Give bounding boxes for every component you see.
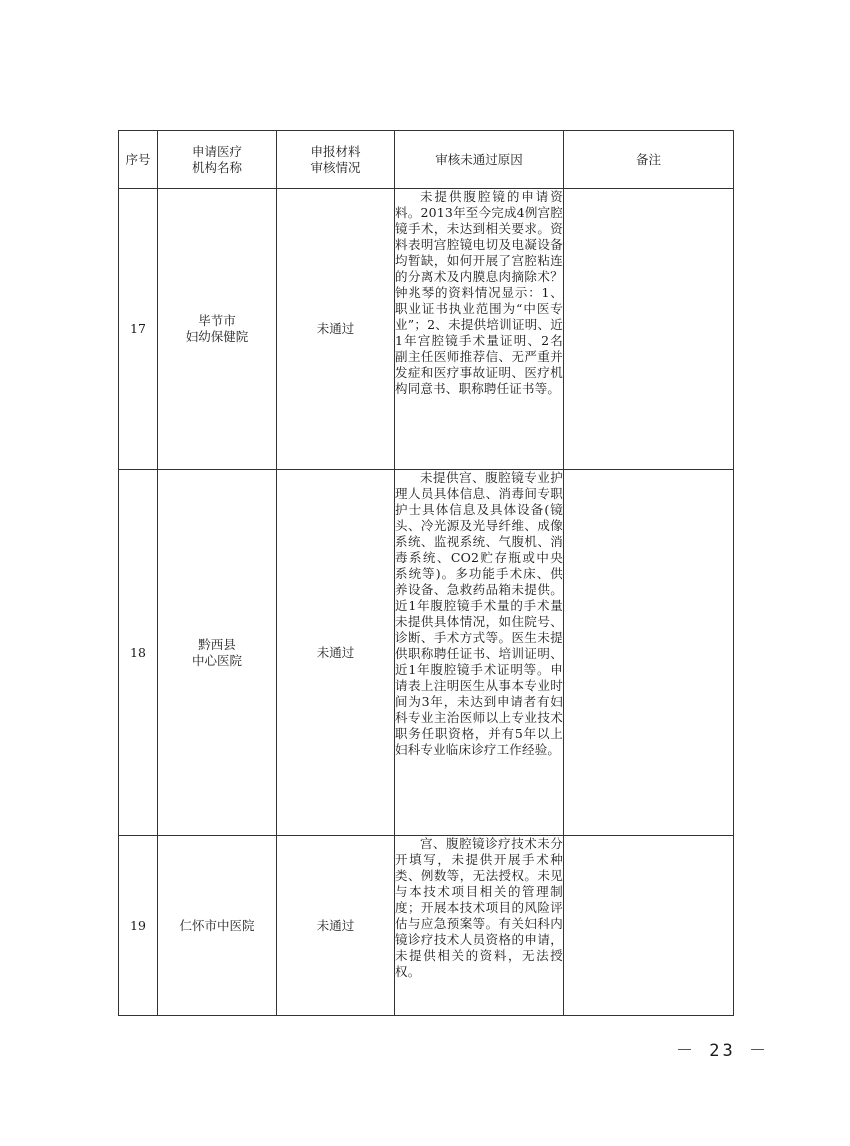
- row-org-line2: 中心医院: [191, 652, 242, 668]
- row-org: [158, 189, 277, 470]
- header-row: [119, 131, 734, 189]
- header-org: [158, 131, 277, 189]
- header-status: [277, 131, 395, 189]
- row-org: [158, 470, 277, 836]
- row-org-line1: 毕节市: [198, 313, 236, 328]
- row-seq: 19: [119, 836, 158, 1016]
- row-status: 未通过: [277, 189, 395, 470]
- header-status-line2: 审核情况: [310, 159, 361, 175]
- table-row: [119, 470, 734, 836]
- row-org: [158, 836, 277, 1016]
- header-seq: 序号: [119, 131, 158, 189]
- header-reason: 审核未通过原因: [395, 131, 564, 189]
- header-remark: 备注: [564, 131, 734, 189]
- row-org-line1: 仁怀市中医院: [179, 917, 255, 933]
- header-org-line1: 申请医疗: [191, 143, 242, 159]
- row-reason: 未提供宫、腹腔镜专业护理人员具体信息、消毒间专职护士具体信息及具体设备(镜头、冷光源及光导纤维、成像系统、监视系统、气腹机、消毒系统、CO2贮存瓶或中央系统等)。多功能手术床、供养设备、急救药品箱未提供。近1年腹腔镜手术量的手术量未提供具体情况，如住院号、诊断、手术方式等。医生未提供职称聘任证书、培训证明、近1年腹腔镜手术证明等。申请表上注明医生从事本专业时间为3年，未达到申请者有妇科专业主治医师以上专业技术职务任职资格，并有5年以上妇科专业临床诊疗工作经验。: [395, 470, 564, 836]
- table-row: [119, 836, 734, 1016]
- row-remark: [564, 470, 734, 836]
- row-reason: 宫、腹腔镜诊疗技术未分开填写，未提供开展手术种类、例数等，无法授权。未见与本技术项目相关的管理制度；开展本技术项目的风险评估与应急预案等。有关妇科内镜诊疗技术人员资格的申请，未提供相关的资料，无法授权。: [395, 836, 564, 1016]
- row-org-line2: 妇幼保健院: [185, 329, 249, 344]
- header-status-line1: 申报材料: [310, 143, 361, 159]
- row-seq: 18: [119, 470, 158, 836]
- row-reason: 未提供腹腔镜的申请资料。2013年至今完成4例宫腔镜手术，未达到相关要求。资料表明宫腔镜电切及电凝设备均暂缺，如何开展了宫腔粘连的分离术及内膜息肉摘除术？钟兆琴的资料情况显示：1、职业证书执业范围为“中医专业”；2、未提供培训证明、近1年宫腔镜手术量证明、2名副主任医师推荐信、无严重并发症和医疗事故证明、医疗机构同意书、职称聘任证书等。: [395, 189, 564, 470]
- row-seq: 17: [119, 189, 158, 470]
- review-table: [118, 130, 734, 1016]
- page-number: － 23 －: [676, 1041, 769, 1061]
- row-org-line1: 黔西县: [198, 636, 236, 652]
- row-remark: [564, 189, 734, 470]
- row-status: 未通过: [277, 836, 395, 1016]
- row-remark: [564, 836, 734, 1016]
- header-org-line2: 机构名称: [191, 159, 242, 175]
- table-row: [119, 189, 734, 470]
- row-status: 未通过: [277, 470, 395, 836]
